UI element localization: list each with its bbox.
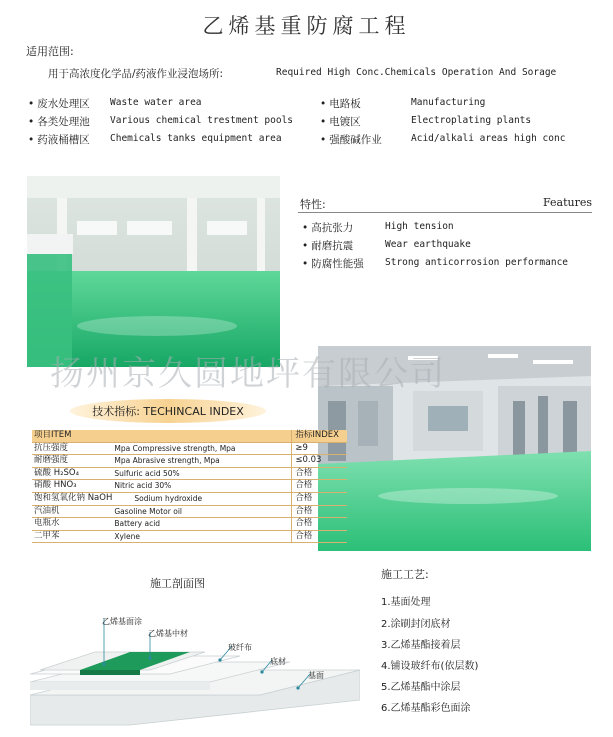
application-zh: • 废水处理区 — [28, 96, 90, 111]
index-row-value: 合格 — [292, 467, 348, 480]
application-en: Manufacturing — [411, 97, 486, 108]
index-row-zh: 电瓶水 — [32, 518, 112, 531]
layer-label-topcoat: 乙烯基面涂 — [102, 617, 142, 626]
scope-line-en: Required High Conc.Chemicals Operation And Sorage — [276, 67, 557, 78]
application-zh: • 强酸碱作业 — [320, 132, 382, 147]
index-row-zh: 抗压强度 — [32, 442, 112, 455]
process-step: 2.涂刷封闭底材 — [381, 619, 451, 630]
index-title: 技术指标: TECHINCAL INDEX — [92, 405, 244, 418]
index-row-zh: 耐磨强度 — [32, 455, 112, 468]
index-row-en: Mpa Compressive strength, Mpa — [112, 442, 292, 455]
index-row-zh: 二甲苯 — [32, 530, 112, 543]
table-row — [32, 467, 347, 480]
application-en: Chemicals tanks equipment area — [110, 133, 282, 144]
index-row-en: Gasoline Motor oil — [112, 505, 292, 518]
index-row-value: 合格 — [292, 505, 348, 518]
index-row-zh: 硝酸 HNO₃ — [32, 480, 112, 493]
layer-label-midcoat: 乙烯基中材 — [148, 629, 188, 638]
index-row-en: Nitric acid 30% — [112, 480, 292, 493]
application-zh: • 药液桶槽区 — [28, 132, 90, 147]
feature-zh: • 高抗张力 — [302, 220, 353, 235]
layer-label-base-material: 底材 — [270, 657, 286, 666]
application-zh: • 各类处理池 — [28, 114, 90, 129]
index-row-en: Mpa Abrasive strength, Mpa — [112, 455, 292, 468]
feature-en: High tension — [385, 221, 454, 232]
index-header-value: 指标INDEX — [292, 430, 348, 442]
index-table-header — [32, 430, 347, 442]
feature-en: Strong anticorrosion performance — [385, 257, 569, 268]
table-row — [32, 492, 347, 505]
application-en: Electroplating plants — [411, 115, 532, 126]
table-row — [32, 480, 347, 493]
table-row — [32, 518, 347, 531]
index-row-value: ≥9 — [292, 442, 348, 455]
application-en: Various chemical trestment pools — [110, 115, 294, 126]
process-title: 施工工艺: — [381, 568, 429, 581]
feature-zh: • 防腐性能强 — [302, 256, 364, 271]
index-row-value: 合格 — [292, 492, 348, 505]
index-row-en: Xylene — [112, 530, 292, 543]
process-step: 5.乙烯基酯中涂层 — [381, 682, 461, 693]
factory-floor-photo — [27, 176, 280, 367]
cross-section-diagram — [30, 600, 360, 730]
index-row-value: ≤0.03 — [292, 455, 348, 468]
features-header — [298, 196, 592, 213]
process-step: 3.乙烯基酯接着层 — [381, 640, 461, 651]
table-row — [32, 455, 347, 468]
index-row-en: Sodium hydroxide — [112, 492, 292, 505]
index-row-value: 合格 — [292, 480, 348, 493]
application-en: Acid/alkali areas high conc — [411, 133, 566, 144]
feature-zh: • 耐磨抗震 — [302, 238, 353, 253]
index-row-value: 合格 — [292, 518, 348, 531]
page-title: 乙烯基重防腐工程 — [202, 14, 411, 38]
index-table-wrapper — [32, 430, 347, 543]
table-row — [32, 442, 347, 455]
index-row-en: Battery acid — [112, 518, 292, 531]
table-row — [32, 505, 347, 518]
company-watermark: 扬州京久圆地坪有限公司 — [50, 354, 446, 394]
layer-label-fiberglass: 玻纤布 — [228, 643, 252, 652]
layer-label-substrate: 基面 — [308, 671, 324, 680]
application-en: Waste water area — [110, 97, 202, 108]
process-step: 4.铺设玻纤布(依层数) — [381, 661, 479, 672]
factory-floor-illustration — [27, 176, 280, 367]
section-title: 施工剖面图 — [150, 577, 205, 590]
index-row-value: 合格 — [292, 530, 348, 543]
application-zh: • 电路板 — [320, 96, 361, 111]
index-banner — [70, 397, 266, 425]
feature-en: Wear earthquake — [385, 239, 471, 250]
application-zh: • 电镀区 — [320, 114, 361, 129]
table-row — [32, 530, 347, 543]
features-heading-en: Features — [542, 196, 592, 209]
features-heading-zh: 特性: — [300, 198, 326, 211]
index-row-zh: 饱和氢氧化钠 NaOH — [32, 492, 112, 505]
cross-section-layers — [30, 600, 360, 730]
process-step: 1.基面处理 — [381, 597, 431, 608]
process-step: 6.乙烯基酯彩色面涂 — [381, 703, 471, 714]
scope-heading: 适用范围: — [26, 45, 74, 58]
scope-line-zh: 用于高浓度化学品/药液作业浸泡场所: — [48, 68, 224, 80]
index-header-item: 项目ITEM — [32, 430, 292, 442]
index-table — [32, 430, 347, 543]
index-row-zh: 汽油机 — [32, 505, 112, 518]
index-row-en: Sulfuric acid 50% — [112, 467, 292, 480]
index-row-zh: 硫酸 H₂SO₄ — [32, 467, 112, 480]
